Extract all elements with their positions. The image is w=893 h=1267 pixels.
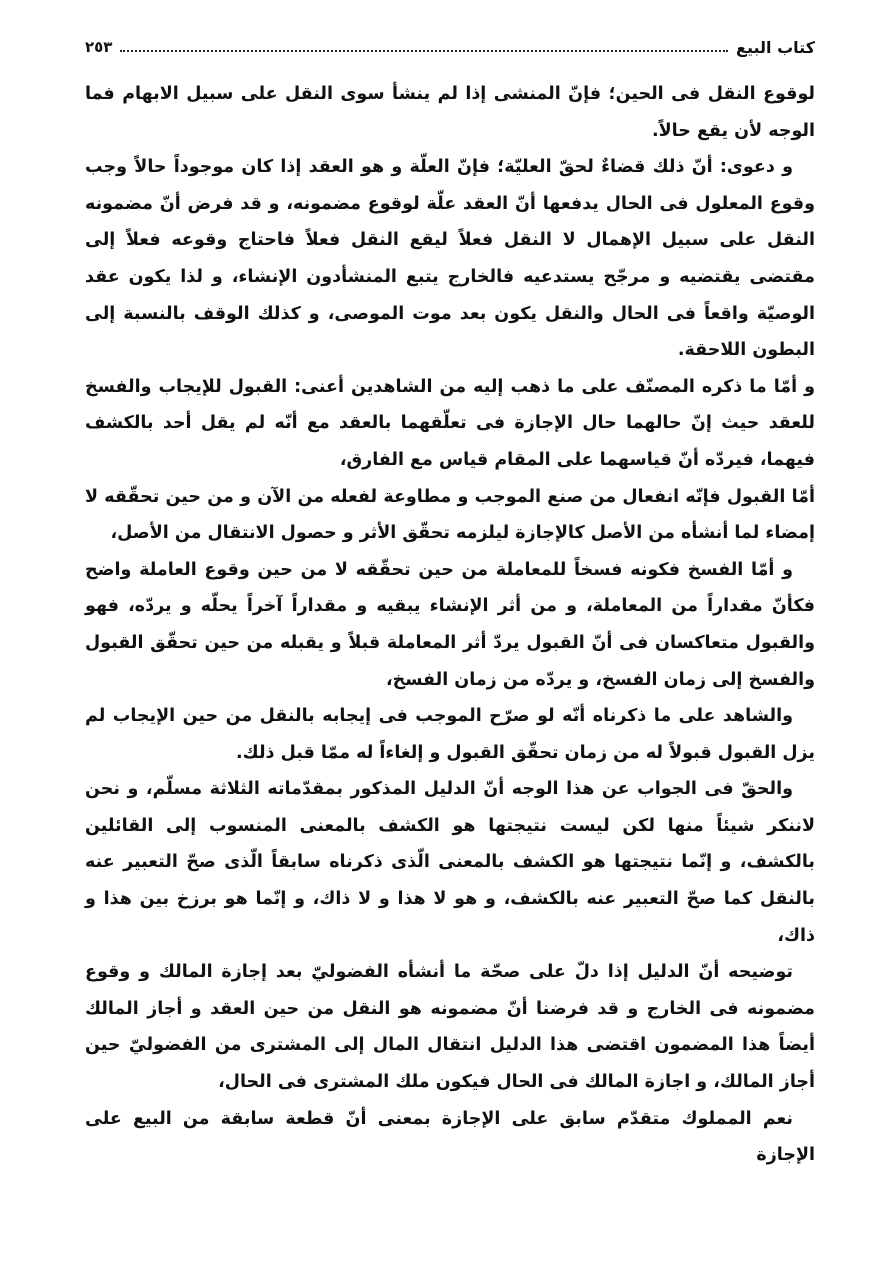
dot-leader [120, 50, 728, 52]
body-text [85, 76, 815, 1174]
paragraph: والشاهد على ما ذكرناه أنّه لو صرّح الموجب فى إيجابه بالنقل من حين الإيجاب لم يزل القبول قبولاً له من زمان تحقّق القبول و إلغاءاً له ممّا قبل ذلك. [85, 706, 815, 763]
paragraph: توضيحه أنّ الدليل إذا دلّ على صحّة ما أنشأه الفضوليّ بعد إجازة المالك و وقوع مضمونه فى الخارج و قد فرضنا أنّ مضمونه هو النقل من حين العقد و أجاز المالك أيضاً هذا المضمون اقتضى هذا الدليل انتقال المال إلى المشترى من الفضوليّ حين أجاز المالك، و اجازة المالك فى الحال فيكون ملك المشترى فى الحال، [85, 962, 815, 1093]
running-header [85, 30, 815, 64]
paragraph: و أمّا ما ذكره المصنّف على ما ذهب إليه من الشاهدين أعنى: القبول للإيجاب والفسخ للعقد حيث إنّ حالهما حال الإجازة فى تعلّقهما بالعقد مع أنّه لم يقل أحد بالكشف فيهما، فيردّه أنّ قياسهما على المقام قياس مع الفارق، [85, 376, 815, 470]
page-number: ٢٥٣ [85, 38, 113, 56]
paragraph: لوقوع النقل فى الحين؛ فإنّ المنشى إذا لم ينشأ سوى النقل على سبيل الابهام فما الوجه لأن يقع حالاً. [85, 84, 815, 141]
paragraph: و دعوى: أنّ ذلك قضاءٌ لحقّ العليّة؛ فإنّ العلّة و هو العقد إذا كان موجوداً حالاً وجب وقوع المعلول فى الحال يدفعها أنّ العقد علّة لوقوع مضمونه، و قد فرض أنّ مضمونه النقل على سبيل الإهمال لا النقل فعلاً ليقع النقل فعلاً فاحتاج وقوعه فعلاً إلى مقتضى يقتضيه و مرجّح يستدعيه فالخارج يتبع المنشأدون الإنشاء، و لذا يكون عقد الوصيّة واقعاً فى الحال والنقل يكون بعد موت الموصى، و كذلك الوقف بالنسبة إلى البطون اللاحقة. [85, 157, 815, 361]
paragraph: و أمّا الفسخ فكونه فسخاً للمعاملة من حين تحقّقه لا من حين وقوع العاملة واضح فكأنّ مقداراً من المعاملة، و من أثر الإنشاء يبقيه و مقداراً آخراً يحلّه و يردّه، فهو والقبول متعاكسان فى أنّ القبول يردّ أثر المعاملة قبلاً و يقبله من حين تحقّق القبول والفسخ إلى زمان الفسخ، و يردّه من زمان الفسخ، [85, 559, 815, 690]
paragraph: والحقّ فى الجواب عن هذا الوجه أنّ الدليل المذكور بمقدّماته الثلاثة مسلّم، و نحن لاننكر شيئاً منها لكن ليست نتيجتها هو الكشف بالمعنى المنسوب إلى القائلين بالكشف، و إنّما نتيجتها هو الكشف بالمعنى الّذى ذكرناه سابقاً الّذى صحّ التعبير عنه بالنقل كما صحّ التعبير عنه بالكشف، و هو لا هذا و لا ذاك، و إنّما هو برزخ بين هذا و ذاك، [85, 779, 815, 946]
book-title: كتاب البيع [736, 37, 815, 57]
document-page [85, 30, 815, 1174]
paragraph: أمّا القبول فإنّه انفعال من صنع الموجب و مطاوعة لفعله من الآن و من حين تحقّقه لا إمضاء لما أنشأه من الأصل كالإجازة ليلزمه تحقّق الأثر و حصول الانتقال من الأصل، [85, 486, 815, 544]
paragraph: نعم المملوك متقدّم سابق على الإجازة بمعنى أنّ قطعة سابقة من البيع على الإجازة [85, 1108, 815, 1166]
